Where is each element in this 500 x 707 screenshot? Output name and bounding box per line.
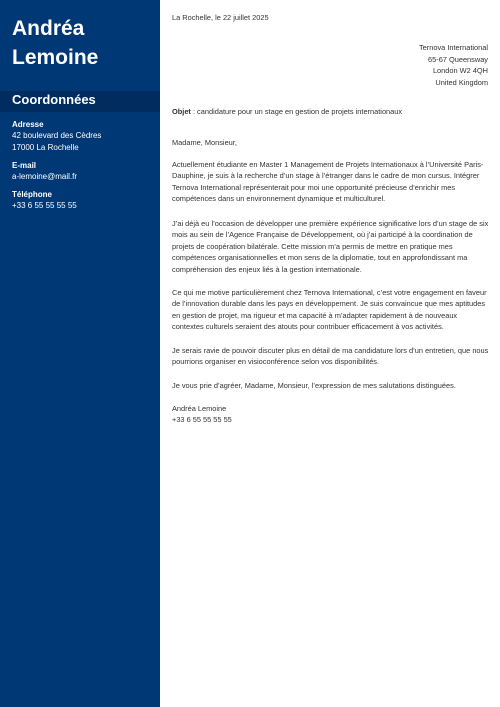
first-name: Andréa [12,17,85,40]
email-value: a-lemoine@mail.fr [12,172,78,181]
signature-block [172,403,490,426]
address-line-1: 42 boulevard des Cèdres [12,131,102,140]
paragraph-2: J’ai déjà eu l’occasion de développer une première expérience significative lors d’un stage de six mois au sein de l’Agence Française de Développement, où j’ai participé à la coordination de projets de coopération bilatérale. Cette mission m’a permis de mettre en pratique mes compétences organisationnelles et mon sens de la diplomatie, tout en approfondissant ma compréhension des enjeux liés à la gestion internationale. [172,219,489,274]
letter-subject [172,107,402,116]
recipient-city: London W2 4QH [432,66,488,76]
recipient-street: 65-67 Queensway [428,54,488,64]
address-line-2: 17000 La Rochelle [12,143,79,152]
applicant-name [12,14,98,72]
salutation: Madame, Monsieur, [172,138,237,147]
signature-name: Andréa Lemoine [172,404,227,413]
paragraph-5: Je vous prie d’agréer, Madame, Monsieur, l’expression de mes salutations distinguées. [172,381,456,390]
contact-section-title: Coordonnées [12,92,96,107]
letter-date: La Rochelle, le 22 juillet 2025 [172,13,269,22]
address-label: Adresse [12,120,44,129]
last-name: Lemoine [12,46,99,69]
subject-text: : candidature pour un stage en gestion de projets internationaux [190,107,403,116]
recipient-block [419,42,488,88]
recipient-company: Ternova International [418,43,488,52]
signature-phone: +33 6 55 55 55 55 [172,415,232,425]
paragraph-4: Je serais ravie de pouvoir discuter plus en détail de ma candidature lors d’un entretien, que nous pourrions organiser en visioconférence selon vos disponibilités. [172,346,489,367]
recipient-country: United Kingdom [435,77,488,87]
paragraph-1: Actuellement étudiante en Master 1 Management de Projets Internationaux à l’Université Paris-Dauphine, je suis à la recherche d’un stage à l’étranger dans le cadre de mon cursus. Intégrer Ternova International représenterait pour moi une opportunité précieuse d’enrichir mes compétences dans un environnement dynamique et multiculturel. [172,160,484,204]
email-label: E-mail [12,161,37,170]
phone-label: Téléphone [12,190,53,199]
paragraph-3: Ce qui me motive particulièrement chez Ternova International, c’est votre engagement en faveur de l’innovation durable dans les pays en développement. Je suis convaincue que mes aptitudes en gestion de projet, ma rigueur et ma capacité à m’adapter rapidement à de nouveaux contextes culturels seraient des atouts pour contribuer efficacement à vos activités. [172,288,487,332]
subject-label: Objet [172,107,191,116]
sidebar [0,0,160,707]
phone-value: +33 6 55 55 55 55 [12,201,77,210]
